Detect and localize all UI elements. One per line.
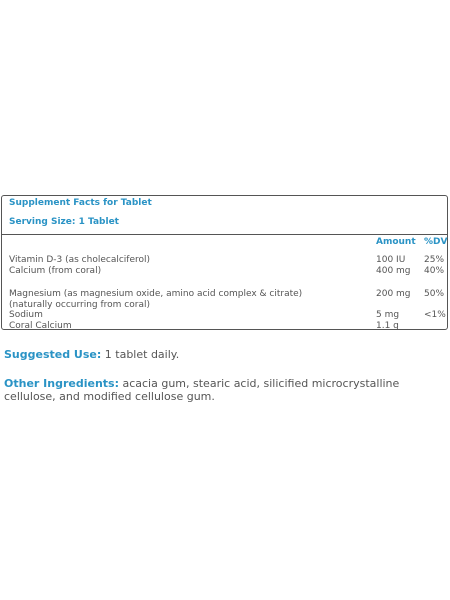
nutrient-amount: 200 mg [376, 289, 411, 299]
nutrient-dv: <1% [424, 310, 446, 320]
nutrient-dv: 40% [424, 266, 445, 276]
nutrient-name: Sodium [9, 310, 43, 320]
nutrient-dv: 50% [424, 289, 445, 299]
suggested-use-text: 1 tablet daily. [101, 348, 180, 361]
nutrient-name: Coral Calcium [9, 321, 72, 331]
nutrient-amount: 5 mg [376, 310, 400, 320]
nutrient-amount: 1.1 g [376, 321, 399, 331]
serving-size: Serving Size: 1 Tablet [9, 217, 119, 227]
nutrient-amount: 100 IU [376, 255, 406, 265]
nutrient-dv: 25% [424, 255, 445, 265]
supplement-facts-panel [1, 195, 448, 330]
other-ingredients [4, 377, 444, 403]
dv-header: %DV [424, 237, 448, 247]
nutrient-name: Vitamin D-3 (as cholecalciferol) [9, 255, 151, 265]
amount-header: Amount [376, 237, 416, 247]
facts-title: Supplement Facts for Tablet [9, 198, 152, 208]
divider [2, 234, 447, 235]
nutrient-name: Magnesium (as magnesium oxide, amino acid complex & citrate) (naturally occurring from coral) [9, 289, 303, 310]
suggested-use-label: Suggested Use: [4, 348, 102, 361]
suggested-use [4, 348, 444, 362]
nutrient-name: Calcium (from coral) [9, 266, 102, 276]
nutrient-amount: 400 mg [376, 266, 411, 276]
other-ingredients-text: acacia gum, stearic acid, silicified microcrystalline cellulose, and modified cellulose gum. [4, 377, 400, 403]
other-ingredients-label: Other Ingredients: [4, 377, 119, 390]
